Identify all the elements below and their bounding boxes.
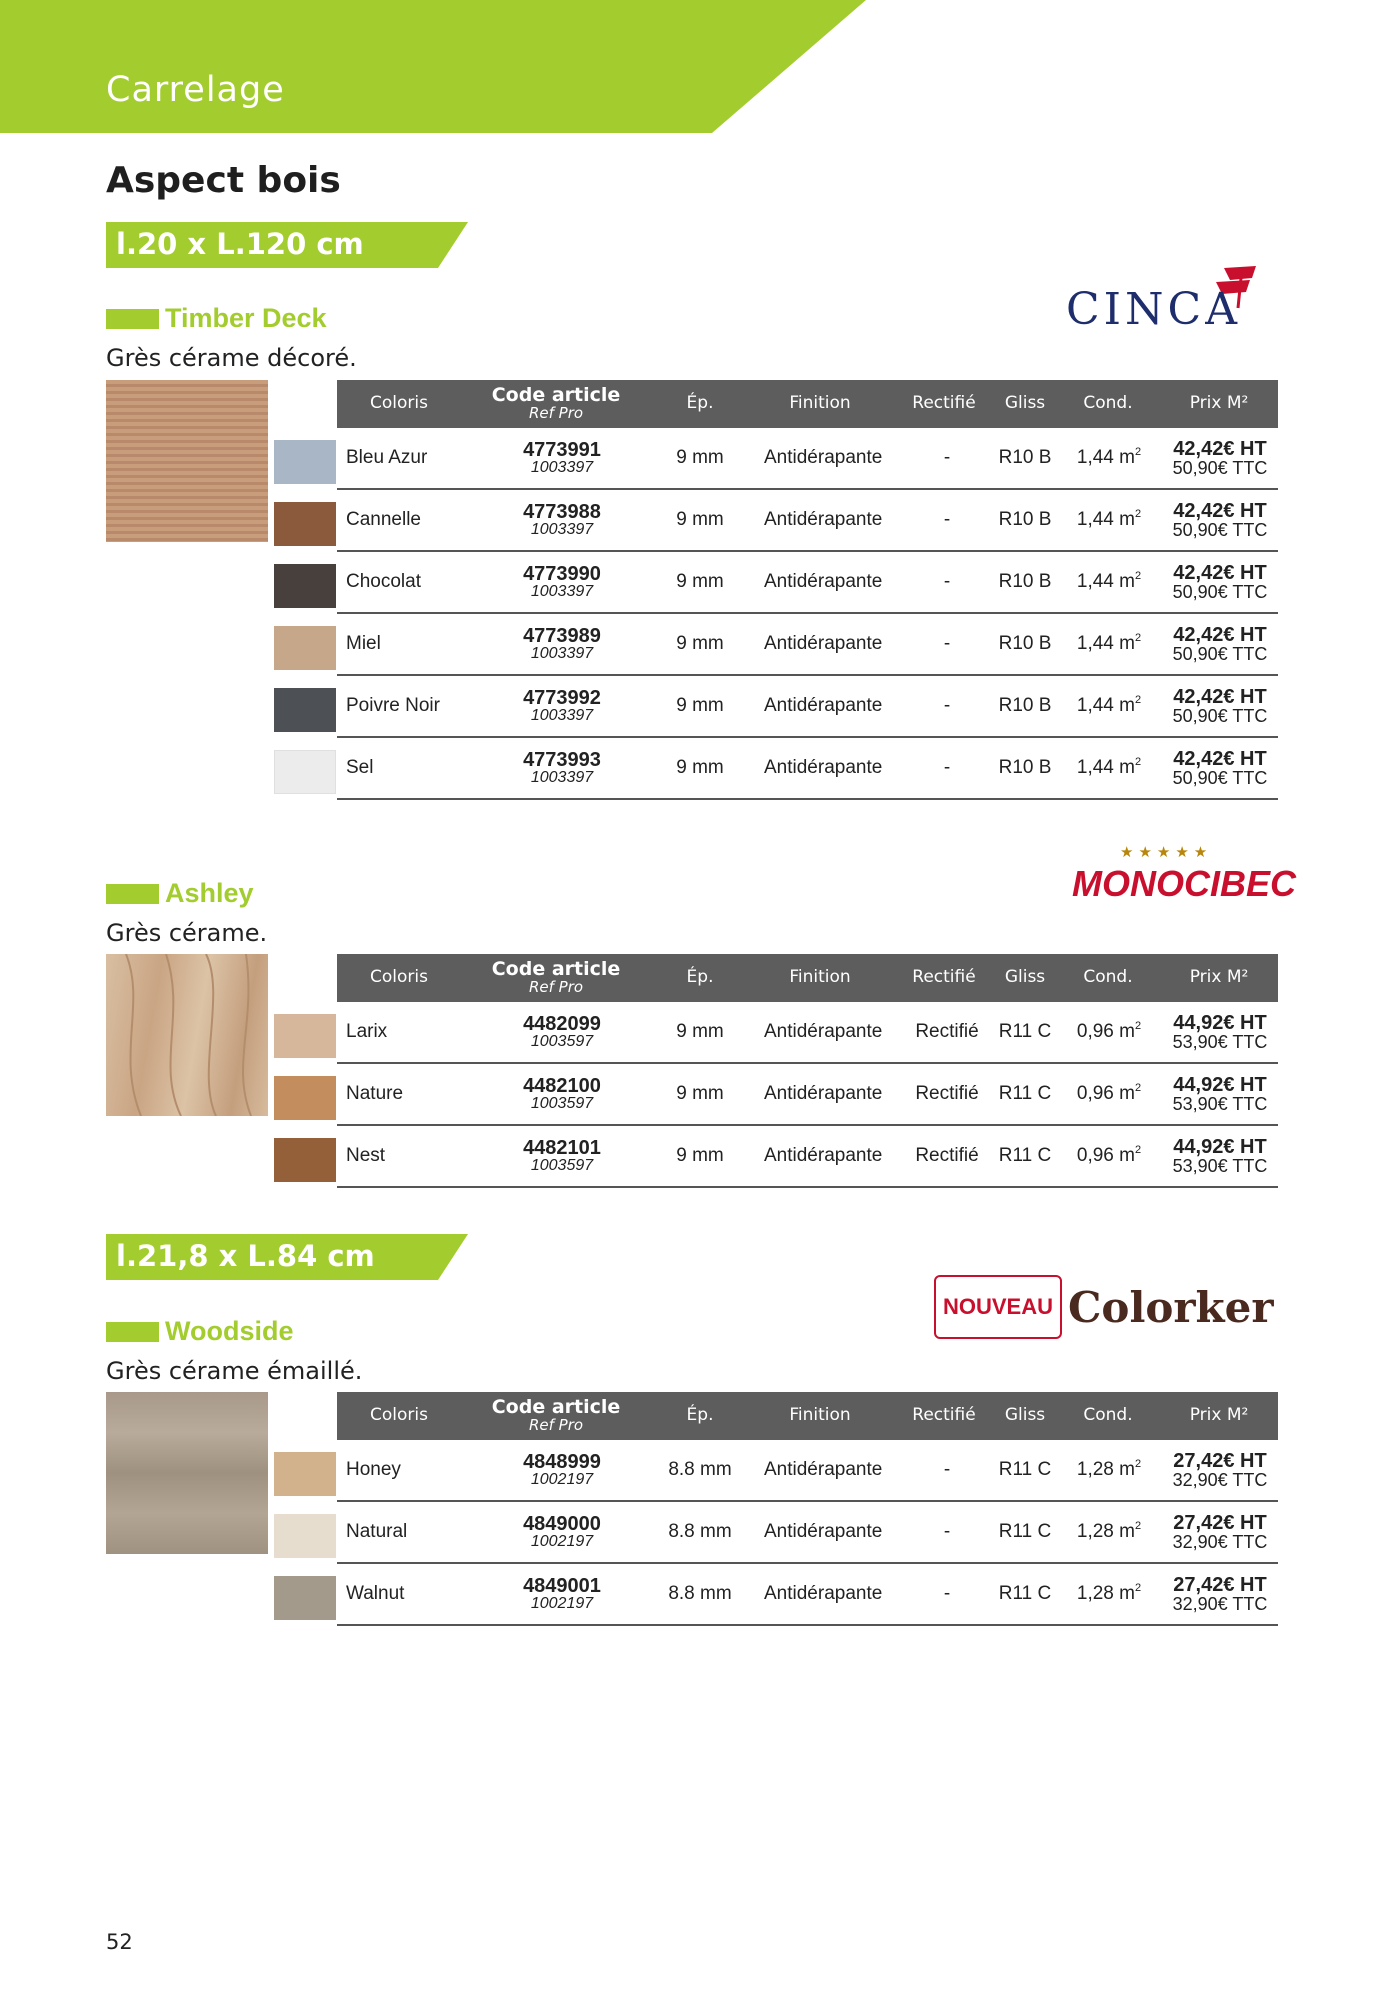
coloris-cell: Natural bbox=[346, 1521, 408, 1542]
rectified-cell: - bbox=[943, 571, 951, 592]
article-code: 4482101 bbox=[523, 1137, 601, 1159]
squared-superscript: 2 bbox=[1134, 1582, 1142, 1594]
header-code bbox=[461, 1392, 651, 1440]
slip-rating-cell: R10 B bbox=[998, 509, 1052, 530]
finish-cell: Antidérapante bbox=[764, 757, 883, 778]
section-title: Aspect bois bbox=[106, 160, 341, 201]
price-cell bbox=[1162, 1564, 1278, 1624]
price-ht: 42,42€ HT bbox=[1173, 562, 1267, 584]
header-cond-label: Cond. bbox=[1083, 1405, 1133, 1426]
code-cell bbox=[474, 738, 650, 798]
header-rectifie-label: Rectifié bbox=[912, 393, 976, 414]
ref-pro: 1003397 bbox=[530, 769, 594, 786]
product-description: Grès cérame. bbox=[106, 919, 268, 947]
header-gliss bbox=[994, 1392, 1056, 1440]
slip-rating-cell: R11 C bbox=[998, 1583, 1052, 1604]
coloris-cell: Honey bbox=[346, 1459, 401, 1480]
article-code: 4482100 bbox=[523, 1075, 601, 1097]
finish-cell: Antidérapante bbox=[764, 1145, 883, 1166]
ref-pro: 1003597 bbox=[530, 1157, 594, 1174]
product-marker bbox=[106, 884, 159, 904]
color-swatch bbox=[274, 502, 336, 546]
slip-rating-cell: R10 B bbox=[998, 447, 1052, 468]
product-marker bbox=[106, 309, 159, 329]
product-description: Grès cérame émaillé. bbox=[106, 1357, 363, 1385]
header-cond-label: Cond. bbox=[1083, 967, 1133, 988]
squared-superscript: 2 bbox=[1134, 570, 1142, 582]
squared-superscript: 2 bbox=[1134, 1144, 1142, 1156]
price-cell bbox=[1162, 552, 1278, 612]
product-image-woodside bbox=[106, 1392, 268, 1554]
finish-cell: Antidérapante bbox=[764, 447, 883, 468]
ref-pro: 1003397 bbox=[530, 521, 594, 538]
coloris-cell: Poivre Noir bbox=[346, 695, 440, 716]
packaging-cell bbox=[1056, 614, 1162, 674]
code-cell bbox=[474, 428, 650, 488]
new-badge: NOUVEAU bbox=[934, 1275, 1062, 1339]
header-rectifie bbox=[890, 1392, 998, 1440]
finish-cell: Antidérapante bbox=[764, 695, 883, 716]
article-code: 4848999 bbox=[523, 1451, 601, 1473]
squared-superscript: 2 bbox=[1134, 694, 1142, 706]
rectified-cell: - bbox=[943, 447, 951, 468]
header-cond bbox=[1056, 1392, 1160, 1440]
ref-pro: 1003397 bbox=[530, 583, 594, 600]
header-rectifie bbox=[890, 954, 998, 1002]
rectified-cell: - bbox=[943, 1521, 951, 1542]
category-title: Carrelage bbox=[106, 70, 285, 110]
page-number: 52 bbox=[106, 1930, 133, 1954]
header-rectifie-label: Rectifié bbox=[912, 1405, 976, 1426]
header-code-sub: Ref Pro bbox=[528, 404, 584, 423]
header-ep-label: Ép. bbox=[686, 967, 714, 988]
ref-pro: 1003397 bbox=[530, 459, 594, 476]
dimension-band bbox=[106, 222, 468, 268]
slip-rating-cell: R10 B bbox=[998, 633, 1052, 654]
thickness-cell: 9 mm bbox=[676, 695, 724, 716]
price-ht: 42,42€ HT bbox=[1173, 748, 1267, 770]
code-cell bbox=[474, 676, 650, 736]
header-cond-label: Cond. bbox=[1083, 393, 1133, 414]
row-divider bbox=[337, 1624, 1278, 1626]
table-row bbox=[274, 614, 1278, 676]
code-cell bbox=[474, 1002, 650, 1062]
packaging-cell bbox=[1056, 490, 1162, 550]
rectified-cell: - bbox=[943, 1459, 951, 1480]
rectified-cell: Rectifié bbox=[915, 1083, 979, 1104]
article-code: 4849001 bbox=[523, 1575, 601, 1597]
dimension-label: l.21,8 x L.84 cm bbox=[116, 1239, 375, 1273]
dimension-label: l.20 x L.120 cm bbox=[116, 227, 364, 261]
price-cell bbox=[1162, 676, 1278, 736]
product-name-text: Woodside bbox=[165, 1316, 294, 1346]
code-cell bbox=[474, 552, 650, 612]
article-code: 4773989 bbox=[523, 625, 601, 647]
article-code: 4773988 bbox=[523, 501, 601, 523]
dimension-band bbox=[106, 1234, 468, 1280]
price-cell bbox=[1162, 490, 1278, 550]
packaging-cell bbox=[1056, 552, 1162, 612]
rectified-cell: - bbox=[943, 633, 951, 654]
coloris-cell: Nature bbox=[346, 1083, 404, 1104]
header-rectifie-label: Rectifié bbox=[912, 967, 976, 988]
packaging-value: 1,44 m bbox=[1076, 633, 1135, 654]
price-ht: 44,92€ HT bbox=[1173, 1136, 1267, 1158]
header-gliss-label: Gliss bbox=[1004, 1405, 1046, 1426]
header-code-sub: Ref Pro bbox=[528, 1416, 584, 1435]
ref-pro: 1003597 bbox=[530, 1095, 594, 1112]
packaging-cell bbox=[1056, 1440, 1162, 1500]
ref-pro: 1002197 bbox=[530, 1595, 594, 1612]
packaging-cell bbox=[1056, 1502, 1162, 1562]
table-row bbox=[274, 1064, 1278, 1126]
color-swatch bbox=[274, 1014, 336, 1058]
thickness-cell: 9 mm bbox=[676, 509, 724, 530]
ref-pro: 1003597 bbox=[530, 1033, 594, 1050]
color-swatch bbox=[274, 750, 336, 794]
price-ht: 27,42€ HT bbox=[1173, 1512, 1267, 1534]
ref-pro: 1003397 bbox=[530, 707, 594, 724]
table-row bbox=[274, 1126, 1278, 1188]
coloris-cell: Bleu Azur bbox=[346, 447, 428, 468]
price-cell bbox=[1162, 1002, 1278, 1062]
header-cond bbox=[1056, 954, 1160, 1002]
price-cell bbox=[1162, 428, 1278, 488]
product-image-timber-deck bbox=[106, 380, 268, 542]
price-ttc: 53,90€ TTC bbox=[1172, 1156, 1268, 1176]
header-rectifie bbox=[890, 380, 998, 428]
header-gliss bbox=[994, 380, 1056, 428]
slip-rating-cell: R10 B bbox=[998, 571, 1052, 592]
header-cond bbox=[1056, 380, 1160, 428]
coloris-cell: Cannelle bbox=[346, 509, 421, 530]
price-ht: 42,42€ HT bbox=[1173, 624, 1267, 646]
header-gliss bbox=[994, 954, 1056, 1002]
price-ttc: 32,90€ TTC bbox=[1172, 1470, 1268, 1490]
table-row bbox=[274, 676, 1278, 738]
header-gliss-label: Gliss bbox=[1004, 393, 1046, 414]
code-cell bbox=[474, 614, 650, 674]
code-cell bbox=[474, 1564, 650, 1624]
article-code: 4773993 bbox=[523, 749, 601, 771]
price-ttc: 50,90€ TTC bbox=[1172, 768, 1268, 788]
coloris-cell: Walnut bbox=[346, 1583, 405, 1604]
rectified-cell: - bbox=[943, 757, 951, 778]
packaging-cell bbox=[1056, 1564, 1162, 1624]
price-ttc: 50,90€ TTC bbox=[1172, 520, 1268, 540]
slip-rating-cell: R11 C bbox=[998, 1083, 1052, 1104]
code-cell bbox=[474, 1126, 650, 1186]
color-swatch bbox=[274, 1576, 336, 1620]
header-code-label: Code article bbox=[491, 1396, 621, 1419]
thickness-cell: 9 mm bbox=[676, 1083, 724, 1104]
header-coloris-label: Coloris bbox=[370, 1405, 428, 1426]
finish-cell: Antidérapante bbox=[764, 633, 883, 654]
header-finition-label: Finition bbox=[789, 1405, 851, 1426]
price-ht: 42,42€ HT bbox=[1173, 438, 1267, 460]
rectified-cell: - bbox=[943, 1583, 951, 1604]
header-prix bbox=[1160, 380, 1278, 428]
color-swatch bbox=[274, 440, 336, 484]
price-cell bbox=[1162, 738, 1278, 798]
price-ttc: 50,90€ TTC bbox=[1172, 458, 1268, 478]
squared-superscript: 2 bbox=[1134, 632, 1142, 644]
header-finition bbox=[750, 380, 890, 428]
brand-logo-monocibec bbox=[1070, 843, 1296, 905]
squared-superscript: 2 bbox=[1134, 1020, 1142, 1032]
thickness-cell: 9 mm bbox=[676, 757, 724, 778]
packaging-value: 1,44 m bbox=[1076, 571, 1135, 592]
header-ep-label: Ép. bbox=[686, 393, 714, 414]
squared-superscript: 2 bbox=[1134, 1520, 1142, 1532]
price-ttc: 50,90€ TTC bbox=[1172, 644, 1268, 664]
packaging-value: 1,44 m bbox=[1076, 509, 1135, 530]
price-ttc: 32,90€ TTC bbox=[1172, 1594, 1268, 1614]
packaging-cell bbox=[1056, 676, 1162, 736]
header-finition bbox=[750, 954, 890, 1002]
brand-name: CINCA bbox=[1066, 284, 1241, 335]
packaging-value: 1,28 m bbox=[1076, 1459, 1135, 1480]
price-ttc: 53,90€ TTC bbox=[1172, 1094, 1268, 1114]
header-coloris bbox=[337, 380, 461, 428]
code-cell bbox=[474, 1064, 650, 1124]
slip-rating-cell: R11 C bbox=[998, 1145, 1052, 1166]
row-divider bbox=[337, 798, 1278, 800]
price-ttc: 50,90€ TTC bbox=[1172, 706, 1268, 726]
packaging-value: 1,44 m bbox=[1076, 447, 1135, 468]
header-prix bbox=[1160, 1392, 1278, 1440]
price-ttc: 53,90€ TTC bbox=[1172, 1032, 1268, 1052]
packaging-value: 0,96 m bbox=[1076, 1083, 1135, 1104]
thickness-cell: 9 mm bbox=[676, 1145, 724, 1166]
table-row bbox=[274, 738, 1278, 800]
price-cell bbox=[1162, 1440, 1278, 1500]
header-coloris bbox=[337, 1392, 461, 1440]
squared-superscript: 2 bbox=[1134, 1458, 1142, 1470]
table-header bbox=[337, 1392, 1278, 1440]
packaging-value: 0,96 m bbox=[1076, 1145, 1135, 1166]
article-code: 4773992 bbox=[523, 687, 601, 709]
squared-superscript: 2 bbox=[1134, 756, 1142, 768]
thickness-cell: 9 mm bbox=[676, 633, 724, 654]
rectified-cell: Rectifié bbox=[915, 1021, 979, 1042]
color-swatch bbox=[274, 688, 336, 732]
header-prix-label: Prix M² bbox=[1189, 1405, 1249, 1426]
squared-superscript: 2 bbox=[1134, 446, 1142, 458]
header-prix bbox=[1160, 954, 1278, 1002]
header-code-label: Code article bbox=[491, 384, 621, 407]
slip-rating-cell: R11 C bbox=[998, 1459, 1052, 1480]
table-row bbox=[274, 1564, 1278, 1626]
thickness-cell: 9 mm bbox=[676, 447, 724, 468]
squared-superscript: 2 bbox=[1134, 508, 1142, 520]
color-swatch bbox=[274, 1138, 336, 1182]
thickness-cell: 8.8 mm bbox=[668, 1459, 732, 1480]
header-finition-label: Finition bbox=[789, 967, 851, 988]
price-ht: 44,92€ HT bbox=[1173, 1012, 1267, 1034]
header-code-label: Code article bbox=[491, 958, 621, 981]
header-finition bbox=[750, 1392, 890, 1440]
price-ht: 27,42€ HT bbox=[1173, 1574, 1267, 1596]
header-code bbox=[461, 954, 651, 1002]
coloris-cell: Miel bbox=[346, 633, 381, 654]
finish-cell: Antidérapante bbox=[764, 509, 883, 530]
wood-grain-pattern bbox=[106, 954, 268, 1116]
thickness-cell: 8.8 mm bbox=[668, 1521, 732, 1542]
price-cell bbox=[1162, 1064, 1278, 1124]
header-prix-label: Prix M² bbox=[1189, 967, 1249, 988]
ref-pro: 1002197 bbox=[530, 1533, 594, 1550]
product-description: Grès cérame décoré. bbox=[106, 344, 357, 372]
code-cell bbox=[474, 490, 650, 550]
finish-cell: Antidérapante bbox=[764, 1521, 883, 1542]
finish-cell: Antidérapante bbox=[764, 1021, 883, 1042]
finish-cell: Antidérapante bbox=[764, 1459, 883, 1480]
header-ep bbox=[650, 954, 750, 1002]
coloris-cell: Chocolat bbox=[346, 571, 421, 592]
packaging-cell bbox=[1056, 1002, 1162, 1062]
coloris-cell: Larix bbox=[346, 1021, 388, 1042]
color-swatch bbox=[274, 1076, 336, 1120]
header-prix-label: Prix M² bbox=[1189, 393, 1249, 414]
slip-rating-cell: R11 C bbox=[998, 1021, 1052, 1042]
coloris-cell: Sel bbox=[346, 757, 374, 778]
table-row bbox=[274, 1440, 1278, 1502]
header-ep bbox=[650, 380, 750, 428]
thickness-cell: 9 mm bbox=[676, 1021, 724, 1042]
rectified-cell: - bbox=[943, 695, 951, 716]
table-row bbox=[274, 1002, 1278, 1064]
header-coloris bbox=[337, 954, 461, 1002]
thickness-cell: 9 mm bbox=[676, 571, 724, 592]
header-ep-label: Ép. bbox=[686, 1405, 714, 1426]
header-band-shape bbox=[0, 0, 870, 133]
header-ep bbox=[650, 1392, 750, 1440]
brand-logo-cinca bbox=[1066, 264, 1278, 334]
price-ht: 42,42€ HT bbox=[1173, 500, 1267, 522]
packaging-value: 1,44 m bbox=[1076, 757, 1135, 778]
price-ttc: 50,90€ TTC bbox=[1172, 582, 1268, 602]
table-row bbox=[274, 552, 1278, 614]
table-row bbox=[274, 1502, 1278, 1564]
thickness-cell: 8.8 mm bbox=[668, 1583, 732, 1604]
coloris-cell: Nest bbox=[346, 1145, 386, 1166]
price-ht: 44,92€ HT bbox=[1173, 1074, 1267, 1096]
header-code-sub: Ref Pro bbox=[528, 978, 584, 997]
header-coloris-label: Coloris bbox=[370, 967, 428, 988]
article-code: 4773991 bbox=[523, 439, 601, 461]
table-header bbox=[337, 380, 1278, 428]
price-cell bbox=[1162, 614, 1278, 674]
table-row bbox=[274, 490, 1278, 552]
code-cell bbox=[474, 1502, 650, 1562]
header-band bbox=[0, 0, 1391, 133]
header-coloris-label: Coloris bbox=[370, 393, 428, 414]
packaging-cell bbox=[1056, 428, 1162, 488]
row-divider bbox=[337, 1186, 1278, 1188]
slip-rating-cell: R10 B bbox=[998, 757, 1052, 778]
header-code bbox=[461, 380, 651, 428]
table-header bbox=[337, 954, 1278, 1002]
slip-rating-cell: R11 C bbox=[998, 1521, 1052, 1542]
finish-cell: Antidérapante bbox=[764, 571, 883, 592]
brand-logo-colorker bbox=[934, 1275, 1278, 1341]
packaging-value: 1,28 m bbox=[1076, 1583, 1135, 1604]
brand-name: Colorker bbox=[1068, 1283, 1274, 1332]
table-row bbox=[274, 428, 1278, 490]
color-swatch bbox=[274, 626, 336, 670]
rectified-cell: Rectifié bbox=[915, 1145, 979, 1166]
packaging-value: 1,44 m bbox=[1076, 695, 1135, 716]
price-ht: 27,42€ HT bbox=[1173, 1450, 1267, 1472]
packaging-cell bbox=[1056, 1064, 1162, 1124]
price-cell bbox=[1162, 1502, 1278, 1562]
price-ht: 42,42€ HT bbox=[1173, 686, 1267, 708]
price-ttc: 32,90€ TTC bbox=[1172, 1532, 1268, 1552]
slip-rating-cell: R10 B bbox=[998, 695, 1052, 716]
rectified-cell: - bbox=[943, 509, 951, 530]
product-marker bbox=[106, 1322, 159, 1342]
finish-cell: Antidérapante bbox=[764, 1083, 883, 1104]
packaging-value: 1,28 m bbox=[1076, 1521, 1135, 1542]
ref-pro: 1003397 bbox=[530, 645, 594, 662]
article-code: 4773990 bbox=[523, 563, 601, 585]
squared-superscript: 2 bbox=[1134, 1082, 1142, 1094]
finish-cell: Antidérapante bbox=[764, 1583, 883, 1604]
article-code: 4849000 bbox=[523, 1513, 601, 1535]
product-name-text: Ashley bbox=[165, 878, 254, 908]
packaging-value: 0,96 m bbox=[1076, 1021, 1135, 1042]
ref-pro: 1002197 bbox=[530, 1471, 594, 1488]
product-name-text: Timber Deck bbox=[165, 303, 327, 333]
color-swatch bbox=[274, 1452, 336, 1496]
article-code: 4482099 bbox=[523, 1013, 601, 1035]
header-gliss-label: Gliss bbox=[1004, 967, 1046, 988]
header-finition-label: Finition bbox=[789, 393, 851, 414]
code-cell bbox=[474, 1440, 650, 1500]
stars-icon: ★★★★★ bbox=[1120, 843, 1213, 861]
color-swatch bbox=[274, 1514, 336, 1558]
price-cell bbox=[1162, 1126, 1278, 1186]
color-swatch bbox=[274, 564, 336, 608]
packaging-cell bbox=[1056, 738, 1162, 798]
packaging-cell bbox=[1056, 1126, 1162, 1186]
brand-name: MONOCIBEC bbox=[1072, 863, 1296, 904]
product-image-ashley bbox=[106, 954, 268, 1116]
